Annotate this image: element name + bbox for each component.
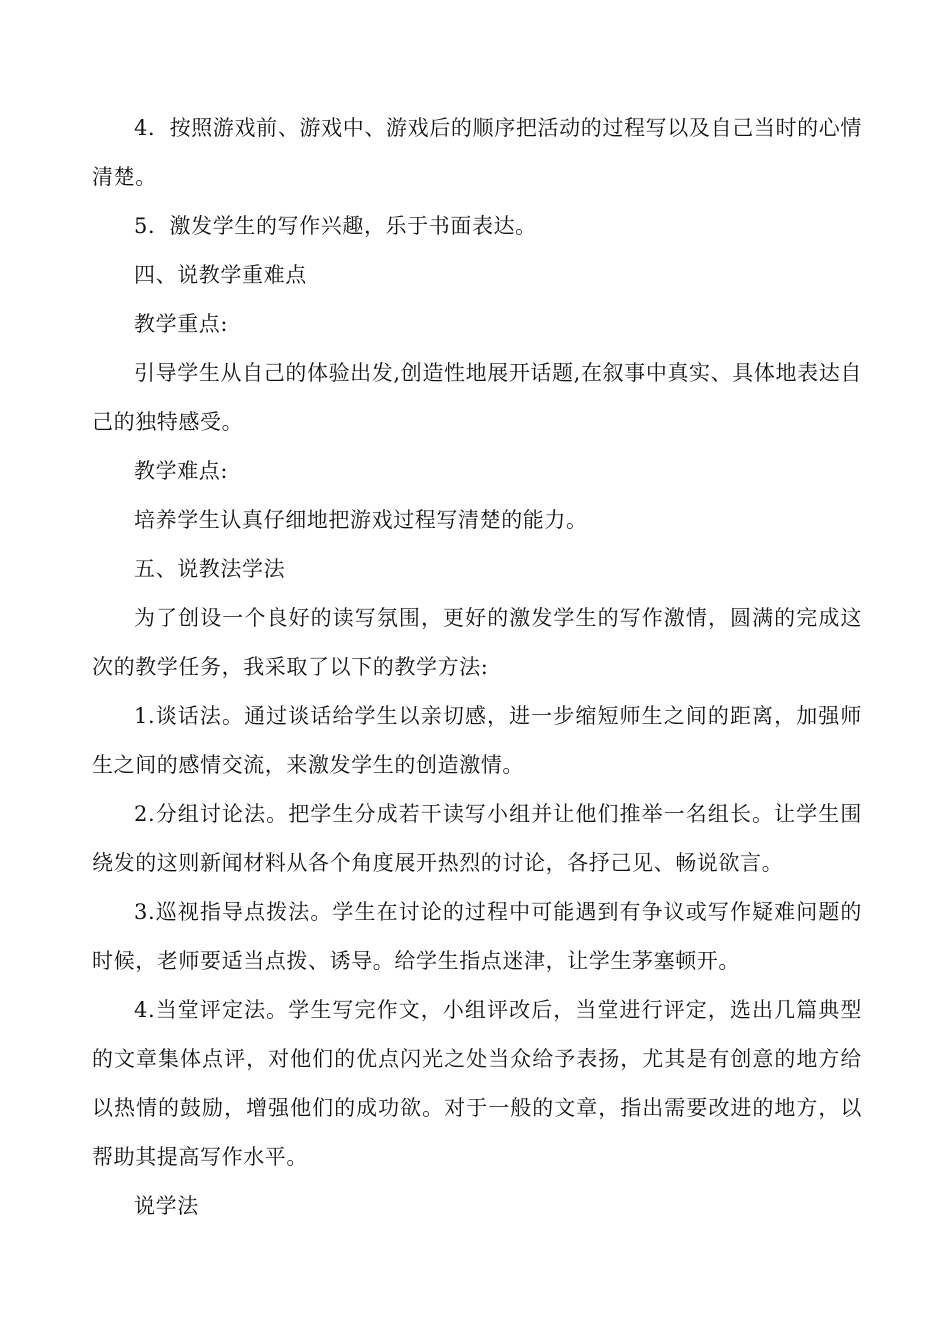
paragraph-teaching-difficulty: 培养学生认真仔细地把游戏过程写清楚的能力。 — [134, 508, 588, 532]
paragraph-method-conversation: 1.谈话法。通过谈话给学生以亲切感，进一步缩短师生之间的距离，加强师生之间的感情交流，来激发学生的创造激情。 — [92, 704, 862, 777]
paragraph-teaching-focus: 引导学生从自己的体验出发,创造性地展开话题,在叙事中真实、具体地表达自己的独特感受。 — [92, 361, 862, 434]
document-page — [92, 104, 862, 1231]
label-teaching-focus: 教学重点: — [134, 312, 229, 336]
label-teaching-difficulty: 教学难点: — [134, 459, 229, 483]
paragraph-method-guidance: 3.巡视指导点拨法。学生在讨论的过程中可能遇到有争议或写作疑难问题的时候，老师要适当点拨、诱导。给学生指点迷津，让学生茅塞顿开。 — [92, 900, 862, 973]
paragraph-method-evaluation: 4.当堂评定法。学生写完作文，小组评改后，当堂进行评定，选出几篇典型的文章集体点评，对他们的优点闪光之处当众给予表扬，尤其是有创意的地方给以热情的鼓励，增强他们的成功欲。对于一般的文章，指出需要改进的地方，以帮助其提高写作水平。 — [92, 998, 862, 1169]
paragraph-procedure-order: 4．按照游戏前、游戏中、游戏后的顺序把活动的过程写以及自己当时的心情清楚。 — [92, 116, 862, 189]
paragraph-method-group-discussion: 2.分组讨论法。把学生分成若干读写小组并让他们推举一名组长。让学生围绕发的这则新闻材料从各个角度展开热烈的讨论，各抒己见、畅说欲言。 — [92, 802, 862, 875]
section-heading-methods: 五、说教法学法 — [134, 557, 286, 581]
section-heading-key-points: 四、说教学重难点 — [134, 263, 307, 287]
paragraph-writing-interest: 5．激发学生的写作兴趣，乐于书面表达。 — [134, 214, 537, 238]
paragraph-methods-intro: 为了创设一个良好的读写氛围，更好的激发学生的写作激情，圆满的完成这次的教学任务，我采取了以下的教学方法: — [92, 606, 862, 679]
section-heading-learning-methods: 说学法 — [134, 1194, 199, 1218]
